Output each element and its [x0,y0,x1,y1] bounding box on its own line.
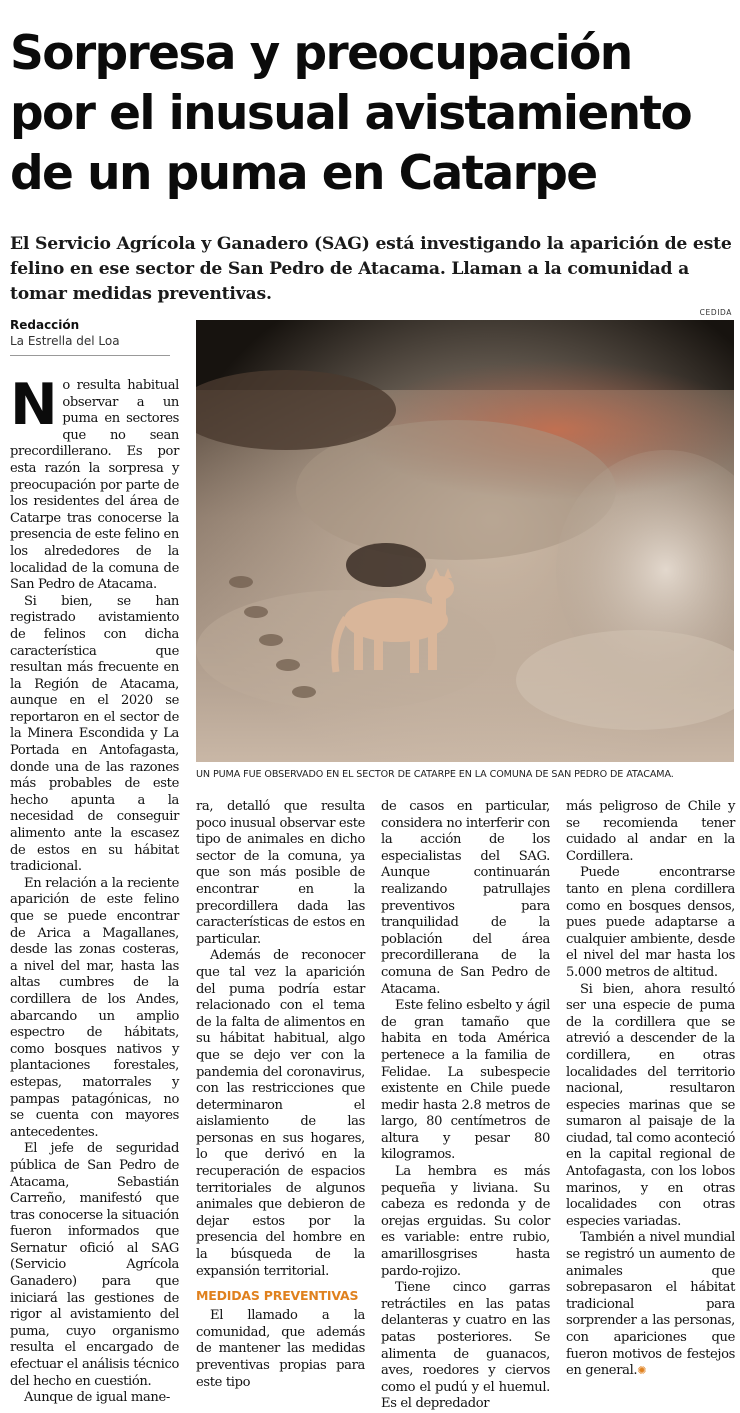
article-paragraph [566,1230,735,1379]
paragraph-text: También a nivel mundial se registró un aumento de animales que sobrepasaron el hábitat tradicional para sorprender a las personas, con apariciones que fueron motivos de festejos en general. [566,1230,735,1379]
article-paragraph: En relación a la reciente aparición de este felino que se puede encontrar de Arica a Magallanes, desde las zonas costeras, a nivel del mar, hasta las altas cumbres de la cordillera de los Andes, abarcando un amplio espectro de hábitats, como bosques nativos y plantaciones forestales, estepas, matorrales y pampas patagónicas, no se cuenta con mayores antecedentes. [10,875,179,1140]
article-paragraph [10,372,179,594]
article-paragraph: El llamado a la comunidad, que además de mantener las medidas preventivas propias para este tipo [196,1308,365,1390]
headline-line: por el inusual avistamiento [10,86,692,141]
article-paragraph: Puede encontrarse tanto en plena cordillera como en bosques densos, pues puede adaptarse a cualquier ambiente, desde el nivel del mar hasta los 5.000 metros de altitud. [566,865,735,980]
end-of-article-icon: ✺ [637,1364,647,1378]
article-column-3 [381,799,550,1413]
article-paragraph: más peligroso de Chile y se recomienda tener cuidado al andar en la Cordillera. [566,799,735,864]
subheadline: El Servicio Agrícola y Ganadero (SAG) está investigando la aparición de este felino en ese sector de San Pedro de Atacama. Llaman a la comunidad a tomar medidas preventivas. [10,234,732,304]
article-paragraph: Si bien, ahora resultó ser una especie de puma de la cordillera que se atrevió a descender de la cordillera, en otras localidades del territorio nacional, resultaron especies marinas que se sumaron al paisaje de la ciudad, tal como aconteció en la capital regional de Antofagasta, con los lobos marinos, y en otras localidades con otras especies variadas. [566,981,735,1229]
paragraph-text: o resulta habitual observar a un puma en sectores que no sean precordillerano. Es por esta razón la sorpresa y preocupación por parte de los residentes del área de Catarpe tras conocerse la presencia de este felino en los alrededores de la localidad de la comuna de San Pedro de Atacama. [10,378,179,593]
headline-line: de un puma en Catarpe [10,146,597,201]
article-paragraph: Tiene cinco garras retráctiles en las patas delanteras y cuatro en las patas posteriores. Se alimenta de guanacos, aves, roedores y ciervos como el pudú y el huemul. Es el depredador [381,1280,550,1412]
byline [10,318,175,356]
puma-photo [196,320,734,762]
section-heading: MEDIDAS PREVENTIVAS [196,1288,359,1304]
article-paragraph: de casos en particular, considera no interferir con la acción de los especialistas del SAG. Aunque continuarán realizando patrullajes preventivos para tranquilidad de la población del área precordillerana de la comuna de San Pedro de Atacama. [381,799,550,997]
article-paragraph: La hembra es más pequeña y liviana. Su cabeza es redonda y de orejas erguidas. Su color es variable: entre rubio, amarillosgrises hasta pardo-rojizo. [381,1164,550,1279]
byline-divider [10,355,170,356]
drop-cap: N [10,372,58,438]
article-column-2 [196,799,365,1391]
article-column-1 [10,372,179,1407]
byline-author: Redacción [10,318,80,332]
photo-caption: UN PUMA FUE OBSERVADO EN EL SECTOR DE CATARPE EN LA COMUNA DE SAN PEDRO DE ATACAMA. [196,769,674,780]
article-paragraph: Además de reconocer que tal vez la aparición del puma podría estar relacionado con el tema de la falta de alimentos en su hábitat habitual, algo que se dejo ver con la pandemia del coronavirus, con las restricciones que determinaron el aislamiento de las personas en sus hogares, lo que derivó en la recuperación de espacios territoriales de algunos animales que debieron de dejar estos por la presencia del hombre en la búsqueda de la expansión territorial. [196,948,365,1279]
article-paragraph: Si bien, se han registrado avistamiento de felinos con dicha característica que resultan más frecuente en la Región de Atacama, aunque en el 2020 se reportaron en el sector de la Minera Escondida y La Portada en Antofagasta, donde una de las razones más probables de este hecho apunta a la necesidad de conseguir alimento ante la escasez de estos en su hábitat tradicional. [10,593,179,875]
article-paragraph: Este felino esbelto y ágil de gran tamaño que habita en toda América pertenece a la familia de Felidae. La subespecie existente en Chile puede medir hasta 2.8 metros de largo, 80 centímetros de altura y pesar 80 kilogramos. [381,998,550,1163]
headline [10,24,730,204]
photo-credit: CEDIDA [699,308,732,317]
article-paragraph: El jefe de seguridad pública de San Pedro de Atacama, Sebastián Carreño, manifestó que tras conocerse la situación fueron informados que Sernatur ofició al SAG (Servicio Agrícola Ganadero) para que iniciará las gestiones de rigor al avistamiento del puma, cuyo organismo resulta el encargado de efectuar el análisis técnico del hecho en cuestión. [10,1141,179,1389]
article-column-4 [566,799,735,1380]
byline-outlet: La Estrella del Loa [10,334,120,348]
article-paragraph: ra, detalló que resulta poco inusual observar este tipo de animales en dicho sector de la comuna, ya que son más posible de encontrar en la precordillera dada las características de estos en particular. [196,799,366,947]
headline-line: Sorpresa y preocupación [10,26,632,81]
article-paragraph: Aunque de igual mane- [24,1390,170,1406]
